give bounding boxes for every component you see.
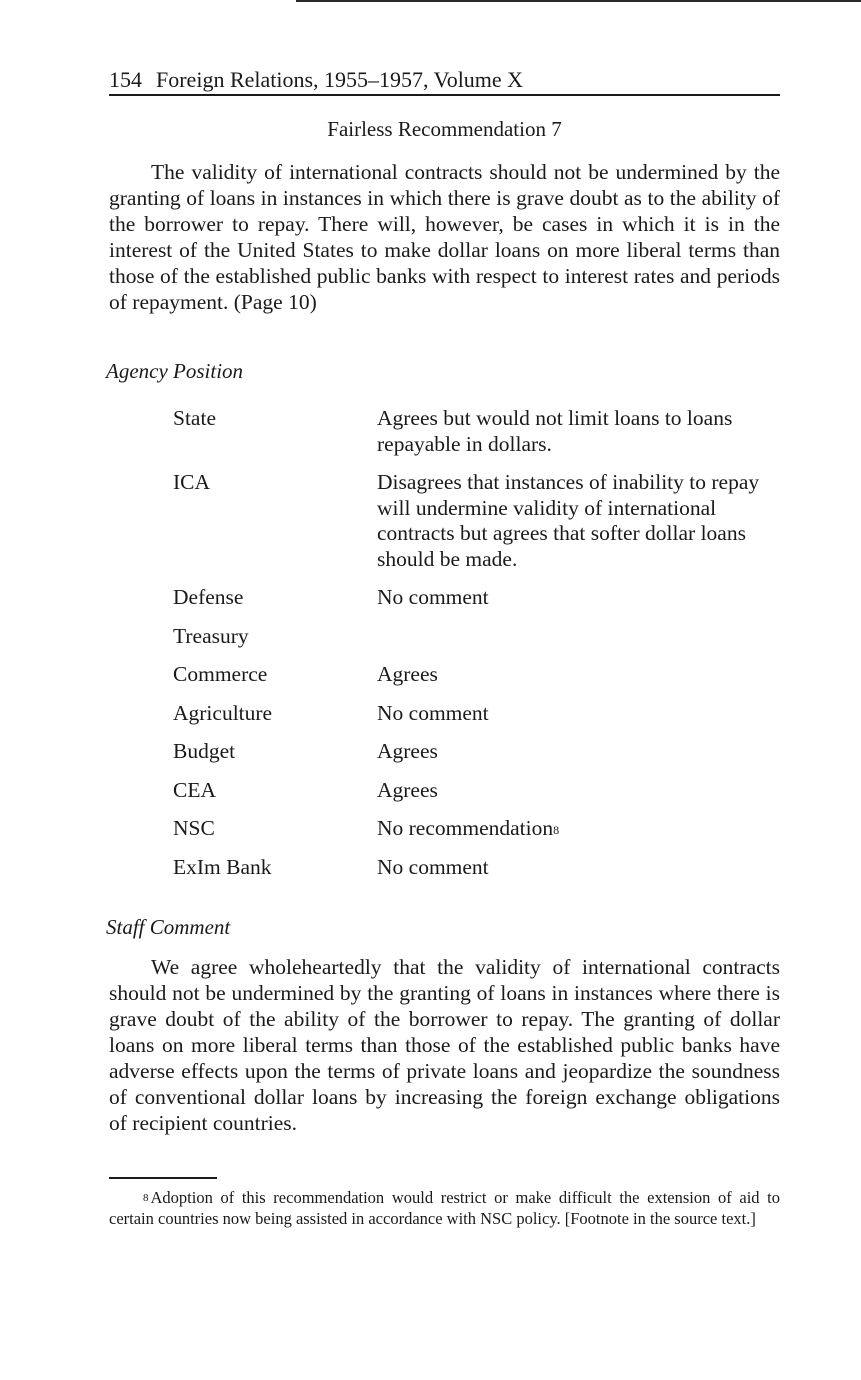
agency-position-text: Agrees but would not limit loans to loans repayable in dollars.	[377, 406, 733, 456]
agency-row-agriculture	[173, 701, 773, 727]
agency-name: ICA	[173, 470, 211, 494]
top-edge-rule	[296, 0, 861, 2]
agency-position-heading: Agency Position	[106, 359, 244, 383]
footnote-divider	[109, 1177, 217, 1179]
agency-row-state	[173, 406, 773, 457]
agency-position-text: No comment	[377, 854, 489, 879]
agency-name: Agriculture	[173, 700, 273, 725]
agency-position-text: Agrees	[377, 777, 438, 802]
section-title: Fairless Recommendation 7	[327, 117, 562, 141]
agency-name: NSC	[173, 816, 215, 840]
staff-comment-heading: Staff Comment	[106, 915, 231, 939]
agency-position-text: No comment	[377, 700, 489, 725]
agency-row-commerce	[173, 662, 773, 688]
agency-position-text	[377, 816, 767, 842]
agency-position-text: Agrees	[377, 662, 438, 686]
agency-position-text: Disagrees that instances of inability to repay will undermine validity of international contracts but agrees that softer dollar loans should be made.	[377, 470, 760, 571]
volume-title: Foreign Relations, 1955–1957, Volume X	[156, 67, 524, 92]
footnote-mark: 8	[143, 1192, 149, 1204]
agency-row-exim-bank	[173, 855, 773, 881]
recommendation-paragraph: The validity of international contracts should not be undermined by the granting of loans in instances in which there is grave doubt as to the ability of the borrower to repay. There will, however, be cases in which it is in the interest of the United States to make dollar loans on more liberal terms than those of the established public banks with respect to interest rates and periods of repayment. (Page 10)	[109, 160, 780, 314]
agency-name: Budget	[173, 739, 236, 763]
agency-row-budget	[173, 739, 773, 765]
footnote-text: Adoption of this recommendation would restrict or make difficult the extension of aid to certain countries now being assisted in accordance with NSC policy. [Footnote in the source text.]	[109, 1188, 780, 1228]
nsc-position-label: No recommendation	[377, 816, 554, 840]
agency-position-text: Agrees	[377, 739, 438, 763]
footnote-reference[interactable]: 8	[553, 823, 560, 837]
running-header	[109, 66, 780, 96]
staff-comment-paragraph: We agree wholeheartedly that the validity of international contracts should not be undermined by the granting of loans in instances where there is grave doubt of the ability of the borrower to repay. The granting of dollar loans on more liberal terms than those of the established public banks have adverse effects upon the terms of private loans and jeopardize the soundness of conventional dollar loans by increasing the foreign exchange obligations of recipient countries.	[109, 955, 780, 1135]
page-number: 154	[109, 67, 142, 92]
agency-row-nsc	[173, 816, 773, 842]
agency-name: Defense	[173, 585, 244, 609]
agency-position-table	[173, 406, 773, 893]
agency-row-treasury	[173, 624, 773, 650]
agency-row-ica	[173, 470, 773, 572]
agency-name: State	[173, 406, 216, 430]
agency-row-cea	[173, 778, 773, 804]
footnote	[109, 1187, 780, 1229]
agency-name: CEA	[173, 777, 216, 802]
agency-row-defense	[173, 585, 773, 611]
agency-name: Commerce	[173, 662, 268, 686]
agency-name: Treasury	[173, 623, 249, 648]
agency-name: ExIm Bank	[173, 854, 272, 879]
agency-position-text	[377, 624, 767, 650]
agency-position-text: No comment	[377, 585, 489, 609]
